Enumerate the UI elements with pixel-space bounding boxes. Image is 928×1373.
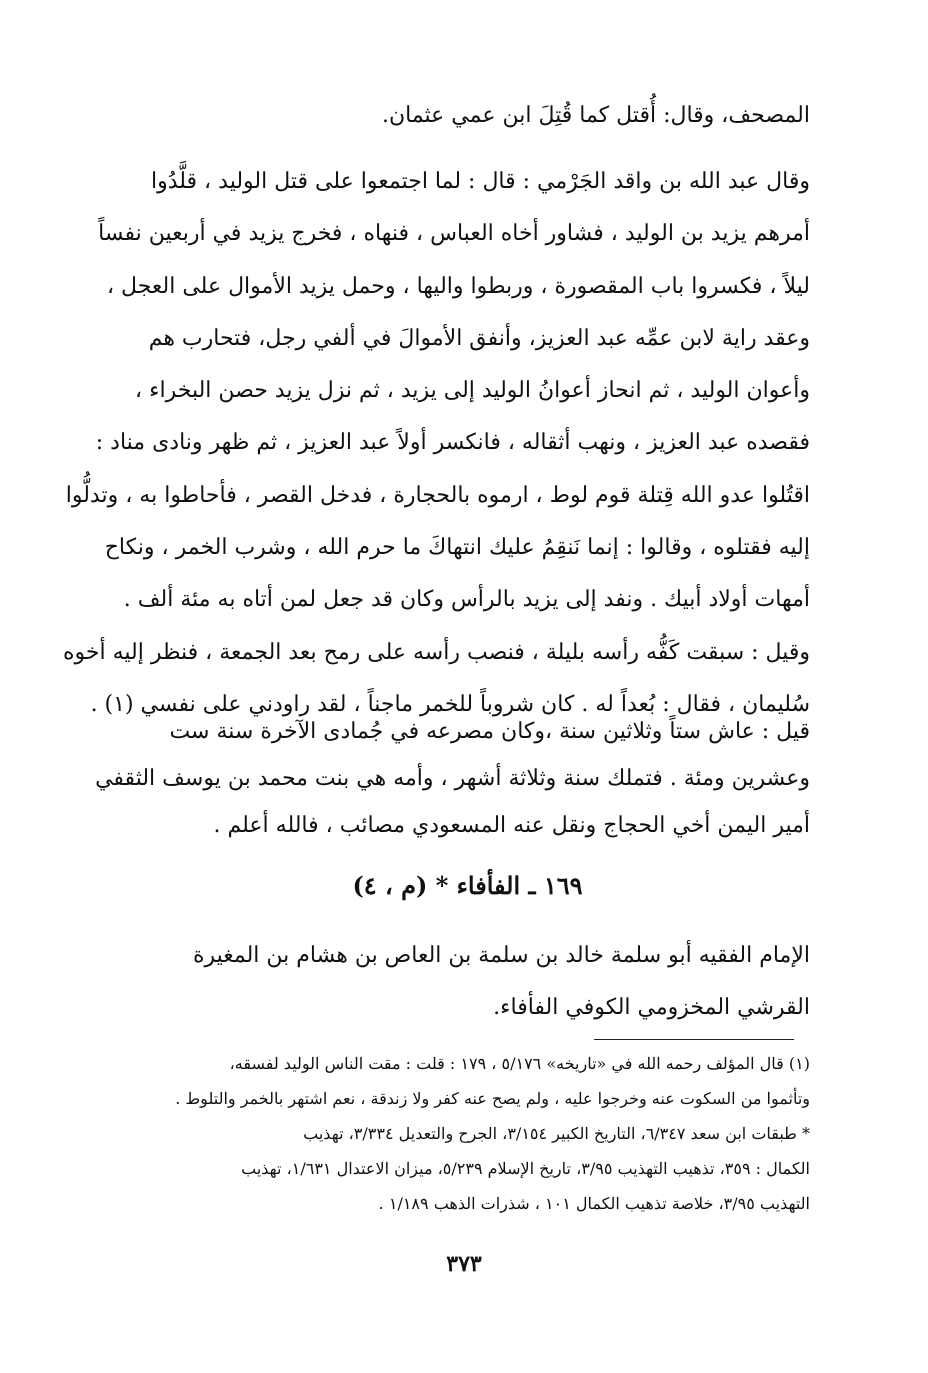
text-line: وقال عبد الله بن واقد الجَرْمي : قال : لما اجتمعوا على قتل الوليد ، قلَّدُوا bbox=[150, 169, 810, 194]
text-line: سُليمان ، فقال : بُعداً له . كان شروباً للخمر ماجناً ، لقد راودني على نفسي (١) . bbox=[90, 691, 810, 717]
footnote-line: (١) قال المؤلف رحمه الله في «تاريخه» ٥/١٧٦ ، ١٧٩ : قلت : مقت الناس الوليد لفسقه، bbox=[229, 1054, 810, 1073]
text-line: الإمام الفقيه أبو سلمة خالد بن سلمة بن العاص بن هشام بن المغيرة bbox=[192, 943, 810, 968]
page-number: ٣٧٣ bbox=[446, 1251, 482, 1277]
text-line: القرشي المخزومي الكوفي الفأفاء. bbox=[493, 995, 810, 1020]
text-line: قيل : عاش ستاً وثلاثين سنة ،وكان مصرعه في جُمادى الآخرة سنة ست bbox=[169, 719, 810, 744]
footnote-divider bbox=[594, 1039, 794, 1040]
text-line: أمهات أولاد أبيك . ونفد إلى يزيد بالرأس وكان قد جعل لمن أتاه به مئة ألف . bbox=[123, 587, 810, 613]
footnote-line: * طبقات ابن سعد ٦/٣٤٧، التاريخ الكبير ٣/١٥٤، الجرح والتعديل ٣/٣٣٤، تهذيب bbox=[303, 1124, 810, 1143]
text-line: وأعوان الوليد ، ثم انحاز أعوانُ الوليد إلى يزيد ، ثم نزل يزيد حصن البخراء ، bbox=[135, 378, 810, 404]
text-line: ليلاً ، فكسروا باب المقصورة ، وربطوا واليها ، وحمل يزيد الأموال على العجل ، bbox=[106, 273, 810, 299]
narrative-paragraph bbox=[62, 156, 810, 731]
intro-paragraph bbox=[125, 96, 810, 136]
text-line: إليه فقتلوه ، وقالوا : إنما نَنقِمُ عليك انتهاكَ ما حرم الله ، وشرب الخمر ، ونكاح bbox=[104, 535, 810, 561]
biography-paragraph bbox=[125, 930, 810, 1034]
text-line: المصحف، وقال: أُقتل كما قُتِلَ ابن عمي عثمان. bbox=[381, 103, 810, 128]
text-line: أمير اليمن أخي الحجاج ونقل عنه المسعودي مصائب ، فالله أعلم . bbox=[213, 813, 810, 838]
entry-heading: ١٦٩ ـ الفأفاء * (م ، ٤) bbox=[352, 871, 583, 900]
death-paragraph bbox=[95, 708, 810, 849]
text-line: أمرهم يزيد بن الوليد ، فشاور أخاه العباس ، فنهاه ، فخرج يزيد في أربعين نفساً bbox=[98, 221, 810, 247]
footnote-line: التهذيب ٣/٩٥، خلاصة تذهيب الكمال ١٠١ ، شذرات الذهب ١/١٨٩ . bbox=[378, 1194, 810, 1213]
text-line: وقيل : سبقت كَفُّه رأسه بليلة ، فنصب رأسه على رمح بعد الجمعة ، فنظر إليه أخوه bbox=[62, 639, 810, 665]
footnotes bbox=[125, 1046, 810, 1221]
footnote-line: الكمال : ٣٥٩، تذهيب التهذيب ٣/٩٥، تاريخ الإسلام ٥/٢٣٩، ميزان الاعتدال ١/٦٣١، تهذيب bbox=[241, 1159, 810, 1178]
footnote-line: وتأثموا من السكوت عنه وخرجوا عليه ، ولم يصح عنه كفر ولا زندقة ، نعم اشتهر بالخمر والتلوط . bbox=[175, 1089, 810, 1108]
text-line: فقصده عبد العزيز ، ونهب أثقاله ، فانكسر أولاً عبد العزيز ، ثم ظهر ونادى مناد : bbox=[95, 430, 810, 456]
text-line: اقتُلوا عدو الله قِتلة قوم لوط ، ارموه بالحجارة ، فدخل القصر ، فأحاطوا به ، وتدلُّوا bbox=[65, 482, 810, 508]
text-line: وعشرين ومئة . فتملك سنة وثلاثة أشهر ، وأمه هي بنت محمد بن يوسف الثقفي bbox=[95, 766, 810, 791]
text-line: وعقد راية لابن عمِّه عبد العزيز، وأنفق الأموالَ في ألفي رجل، فتحارب هم bbox=[148, 325, 810, 351]
